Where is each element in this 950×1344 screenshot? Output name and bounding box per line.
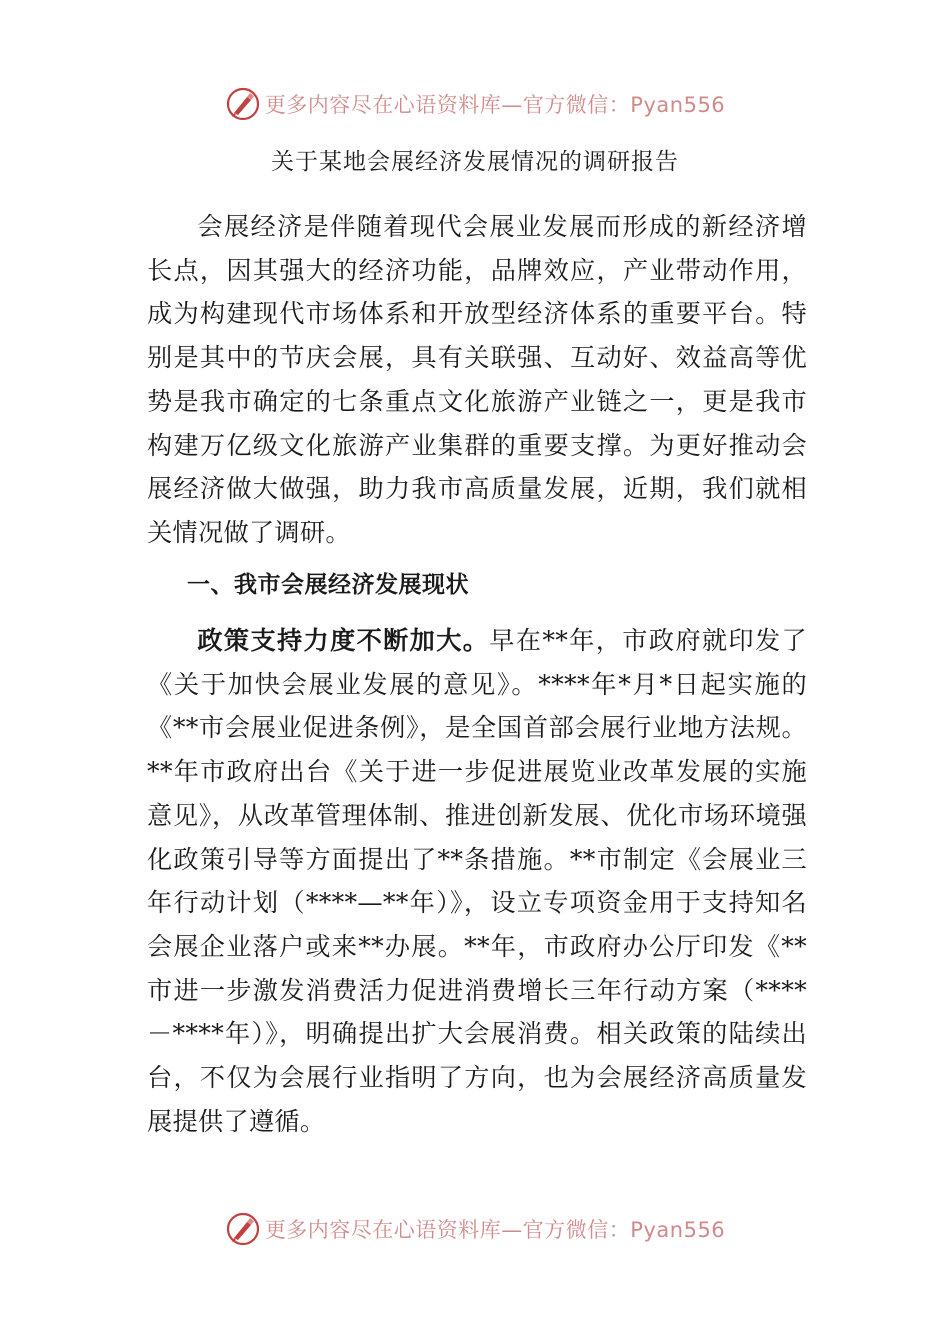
pen-nib-logo-icon <box>225 86 261 122</box>
paragraph-body-text: 早在**年，市政府就印发了《关于加快会展业发展的意见》。****年*月*日起实施的《**市会展业促进条例》，是全国首部会展行业地方法规。**年市政府出台《关于进一步促进展览业改革发展的实施意见》，从改革管理体制、推进创新发展、优化市场环境强化政策引导等方面提出了**条措施。**市制定《会展业三年行动计划（****—**年）》，设立专项资金用于支持知名会展企业落户或来**办展。**年，市政府办公厅印发《**市进一步激发消费活力促进消费增长三年行动方案（****－****年）》，明确提出扩大会展消费。相关政策的陆续出台，不仅为会展行业指明了方向，也为会展经济高质量发展提供了遵循。 <box>147 626 807 1136</box>
watermark-footer <box>0 1209 950 1249</box>
policy-paragraph <box>147 619 807 1143</box>
pen-nib-logo-icon <box>225 1211 261 1247</box>
intro-paragraph: 会展经济是伴随着现代会展业发展而形成的新经济增长点，因其强大的经济功能，品牌效应，产业带动作用，成为构建现代市场体系和开放型经济体系的重要平台。特别是其中的节庆会展，具有关联强、互动好、效益高等优势是我市确定的七条重点文化旅游产业链之一，更是我市构建万亿级文化旅游产业集群的重要支撑。为更好推动会展经济做大做强，助力我市高质量发展，近期，我们就相关情况做了调研。 <box>147 212 807 547</box>
document-title: 关于某地会展经济发展情况的调研报告 <box>271 149 679 175</box>
paragraph-lead-sentence: 政策支持力度不断加大。 <box>197 626 490 655</box>
watermark-text: 更多内容尽在心语资料库—官方微信：Pyan556 <box>264 1218 726 1242</box>
section-heading: 一、我市会展经济发展现状 <box>187 572 469 598</box>
watermark-text: 更多内容尽在心语资料库—官方微信：Pyan556 <box>264 93 726 117</box>
watermark-header <box>0 84 950 124</box>
